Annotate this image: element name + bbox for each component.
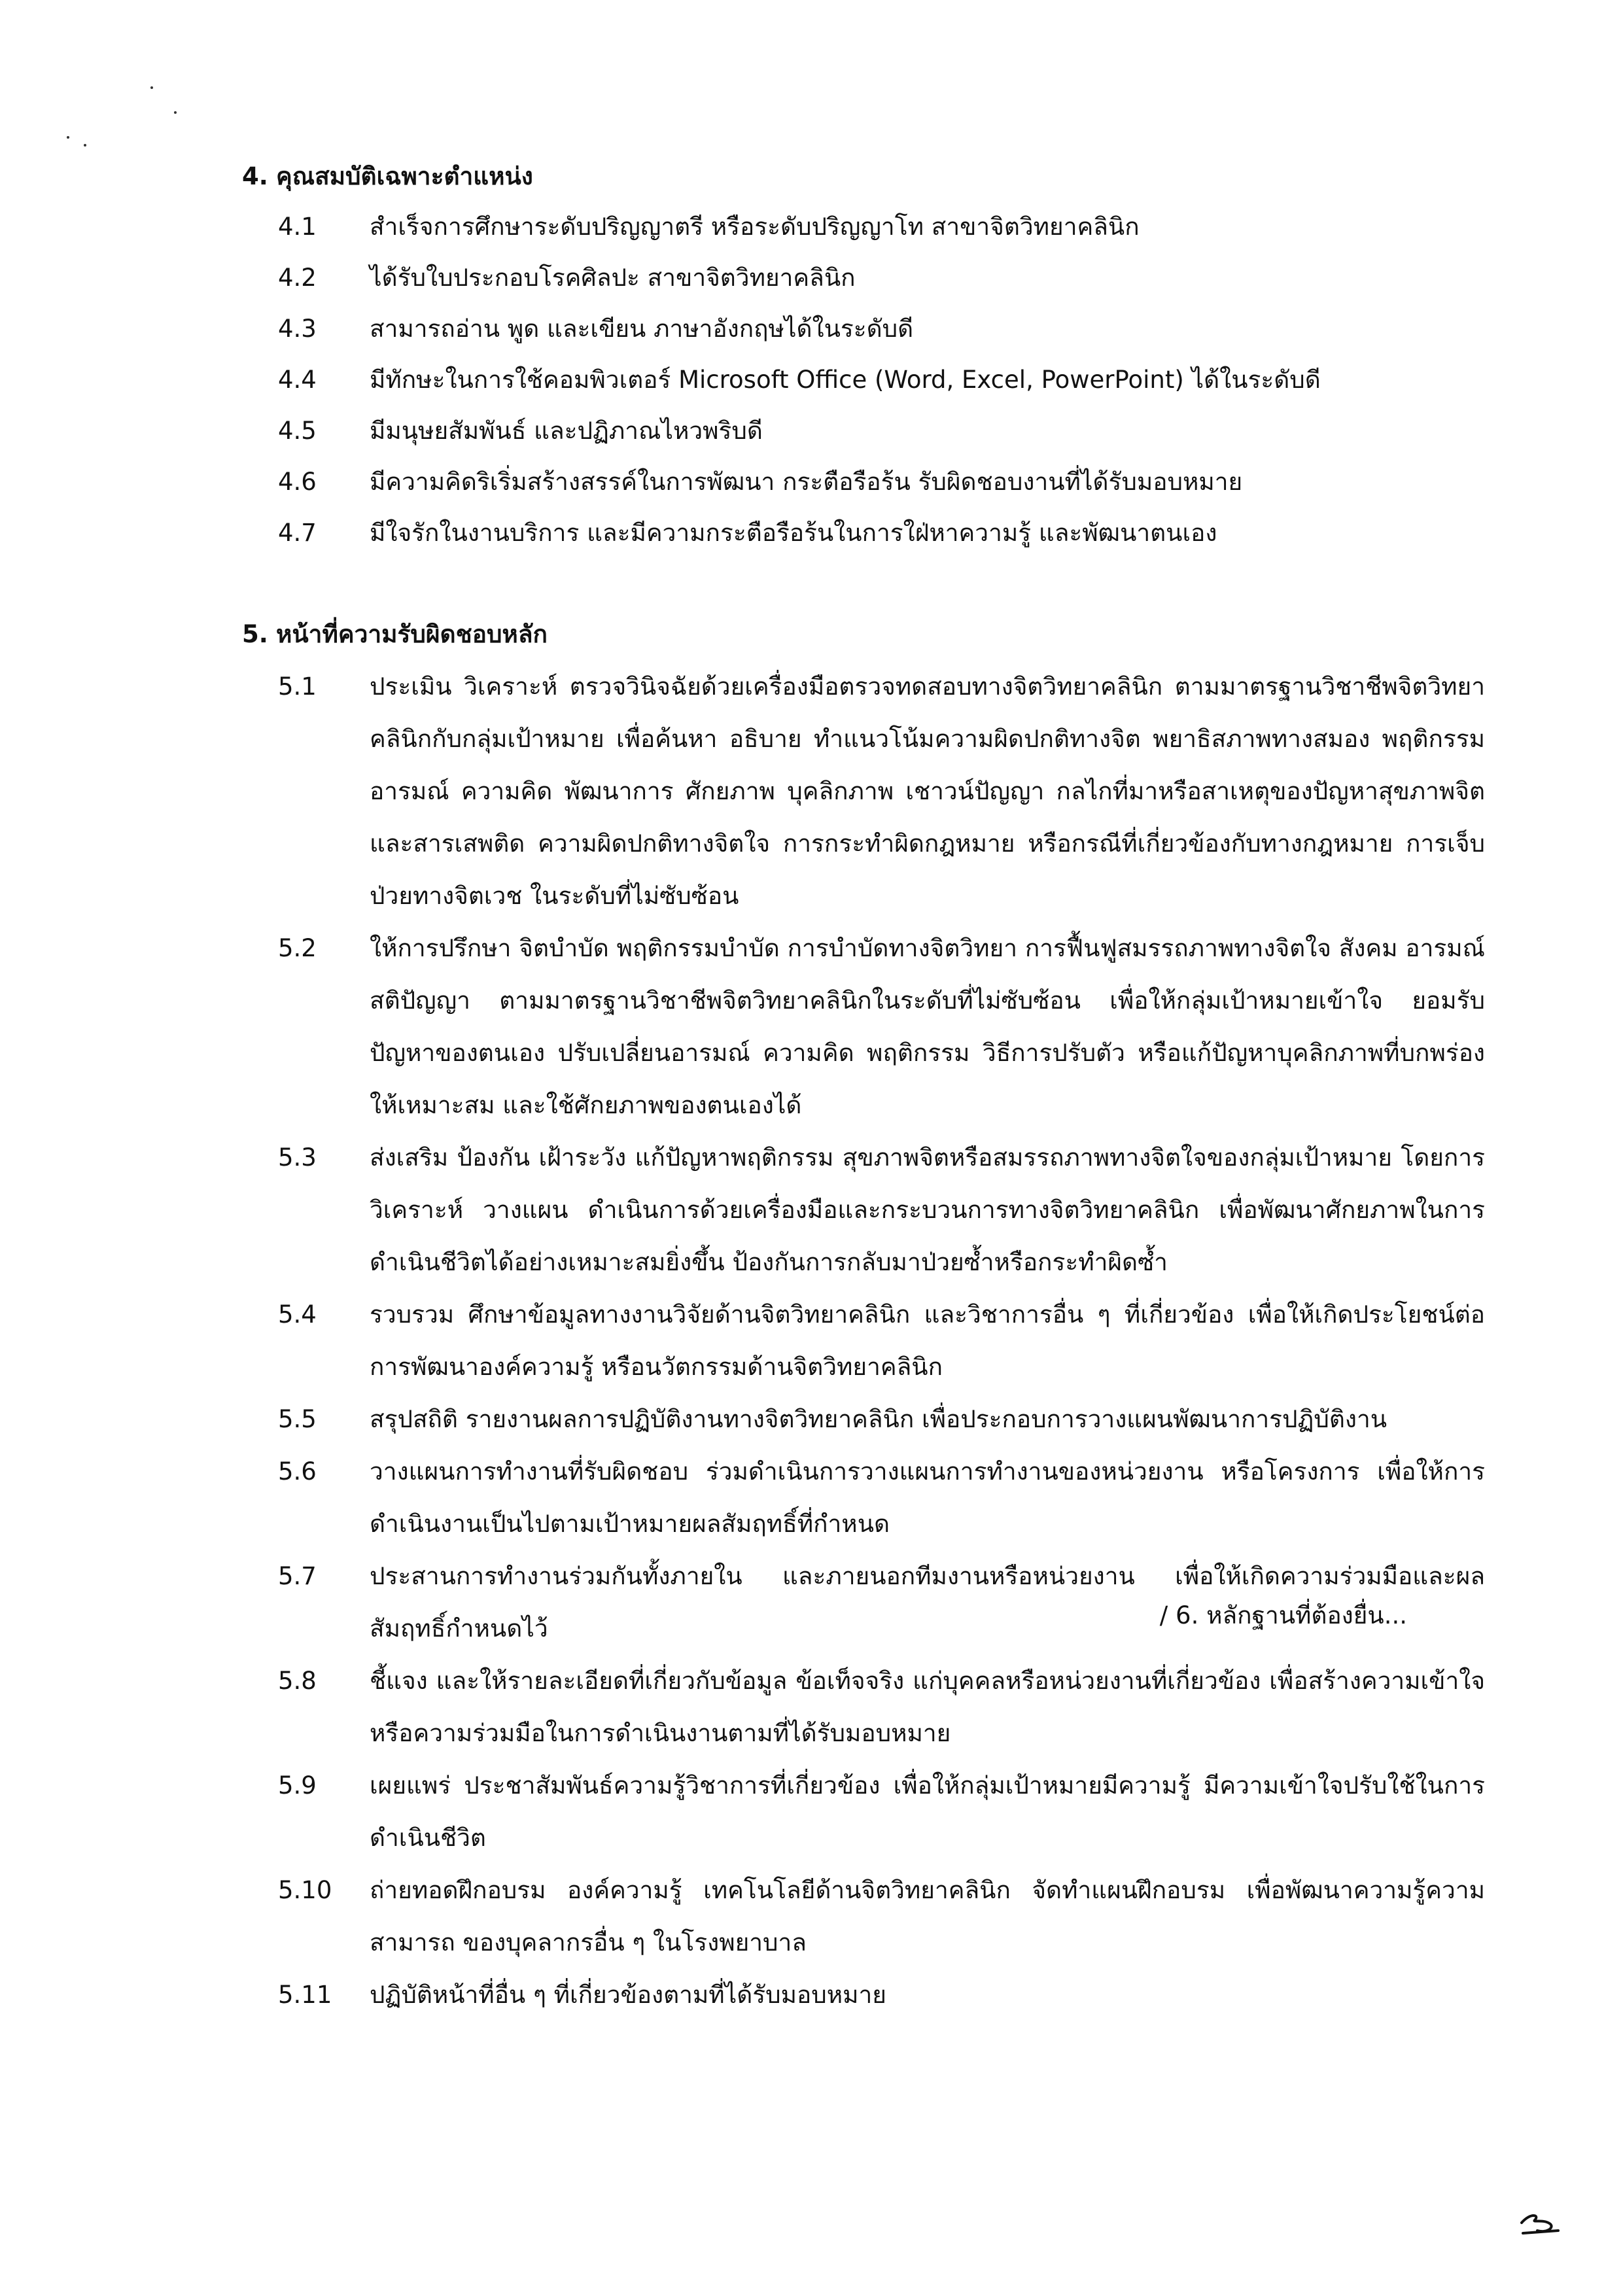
list-item: [278, 201, 1485, 252]
item-number: 4.2: [278, 264, 317, 292]
item-text: ให้การปรึกษา จิตบำบัด พฤติกรรมบำบัด การบำบัดทางจิตวิทยา การฟื้นฟูสมรรถภาพทางจิตใจ สังคม อารมณ์ สติปัญญา ตามมาตรฐานวิชาชีพจิตวิทยาคลินิกในระดับที่ไม่ซับซ้อน เพื่อให้กลุ่มเป้าหมายเข้าใจ ยอมรับปัญหาของตนเอง ปรับเปลี่ยนอารมณ์ ความคิด พฤติกรรม วิธีการปรับตัว หรือแก้ปัญหาบุคลิกภาพที่บกพร่องให้เหมาะสม และใช้ศักยภาพของตนเองได้: [370, 934, 1485, 1119]
list-item: [278, 1864, 1485, 1969]
item-number: 4.1: [278, 213, 317, 241]
item-text: มีทักษะในการใช้คอมพิวเตอร์ Microsoft Office (Word, Excel, PowerPoint) ได้ในระดับดี: [370, 366, 1321, 394]
item-number: 5.1: [278, 672, 317, 701]
list-item: [278, 1393, 1485, 1446]
item-text: ถ่ายทอดฝึกอบรม องค์ความรู้ เทคโนโลยีด้านจิตวิทยาคลินิก จัดทำแผนฝึกอบรม เพื่อพัฒนาความรู้ความสามารถ ของบุคลากรอื่น ๆ ในโรงพยาบาล: [370, 1876, 1485, 1957]
item-number: 5.2: [278, 934, 317, 962]
item-text: มีมนุษยสัมพันธ์ และปฏิภาณไหวพริบดี: [370, 417, 763, 445]
section-responsibilities: [242, 615, 1485, 2021]
list-item: [278, 661, 1485, 922]
list-item: [278, 508, 1485, 559]
list-item: [278, 1446, 1485, 1550]
item-number: 5.6: [278, 1457, 317, 1486]
item-number: 4.7: [278, 519, 317, 547]
item-number: 4.3: [278, 315, 317, 343]
item-number: 5.7: [278, 1562, 317, 1590]
list-item: [278, 1132, 1485, 1289]
item-number: 5.11: [278, 1981, 332, 2009]
list-item: [278, 355, 1485, 406]
item-text: ประสานการทำงานร่วมกันทั้งภายใน และภายนอกทีมงานหรือหน่วยงาน เพื่อให้เกิดความร่วมมือและผลสัมฤทธิ์กำหนดไว้: [370, 1562, 1485, 1643]
list-item: [278, 922, 1485, 1132]
item-text: สรุปสถิติ รายงานผลการปฏิบัติงานทางจิตวิทยาคลินิก เพื่อประกอบการวางแผนพัฒนาการปฏิบัติงาน: [370, 1405, 1387, 1433]
item-number: 5.10: [278, 1876, 332, 1904]
section-number: 5.: [242, 620, 268, 648]
item-number: 5.4: [278, 1300, 317, 1329]
item-text: สำเร็จการศึกษาระดับปริญญาตรี หรือระดับปริญญาโท สาขาจิตวิทยาคลินิก: [370, 213, 1140, 241]
list-item: [278, 1969, 1485, 2021]
item-text: รวบรวม ศึกษาข้อมูลทางงานวิจัยด้านจิตวิทยาคลินิก และวิชาการอื่น ๆ ที่เกี่ยวข้อง เพื่อให้เกิดประโยชน์ต่อการพัฒนาองค์ความรู้ หรือนวัตกรรมด้านจิตวิทยาคลินิก: [370, 1300, 1485, 1381]
item-number: 5.3: [278, 1143, 317, 1172]
list-item: [278, 1289, 1485, 1393]
item-text: ประเมิน วิเคราะห์ ตรวจวินิจฉัยด้วยเครื่องมือตรวจทดสอบทางจิตวิทยาคลินิก ตามมาตรฐานวิชาชีพจิตวิทยาคลินิกกับกลุ่มเป้าหมาย เพื่อค้นหา อธิบาย ทำแนวโน้มความผิดปกติทางจิต พยาธิสภาพทางสมอง พฤติกรรม อารมณ์ ความคิด พัฒนาการ ศักยภาพ บุคลิกภาพ เชาวน์ปัญญา กลไกที่มาหรือสาเหตุของปัญหาสุขภาพจิต และสารเสพติด ความผิดปกติทางจิตใจ การกระทำผิดกฎหมาย หรือกรณีที่เกี่ยวข้องกับทางกฎหมาย การเจ็บป่วยทางจิตเวช ในระดับที่ไม่ซับซ้อน: [370, 672, 1485, 910]
list-item: [278, 406, 1485, 457]
item-number: 5.5: [278, 1405, 317, 1433]
list-item: [278, 457, 1485, 508]
list-item: [278, 304, 1485, 355]
item-number: 5.9: [278, 1771, 317, 1800]
item-text: ชี้แจง และให้รายละเอียดที่เกี่ยวกับข้อมูล ข้อเท็จจริง แก่บุคคลหรือหน่วยงานที่เกี่ยวข้อง เพื่อสร้างความเข้าใจหรือความร่วมมือในการดำเนินงานตามที่ได้รับมอบหมาย: [370, 1667, 1485, 1747]
section-heading: [242, 157, 1485, 196]
item-text: มีใจรักในงานบริการ และมีความกระตือรือร้นในการใฝ่หาความรู้ และพัฒนาตนเอง: [370, 519, 1217, 547]
list-item: [278, 1655, 1485, 1760]
section-number: 4.: [242, 162, 268, 190]
item-text: เผยแพร่ ประชาสัมพันธ์ความรู้วิชาการที่เกี่ยวข้อง เพื่อให้กลุ่มเป้าหมายมีความรู้ มีความเข้าใจปรับใช้ในการดำเนินชีวิต: [370, 1771, 1485, 1852]
handwritten-initial-icon: [1518, 2211, 1563, 2240]
section-heading: [242, 615, 1485, 654]
section-title: หน้าที่ความรับผิดชอบหลัก: [276, 620, 548, 648]
section-qualifications: [242, 157, 1485, 559]
item-text: ส่งเสริม ป้องกัน เฝ้าระวัง แก้ปัญหาพฤติกรรม สุขภาพจิตหรือสมรรถภาพทางจิตใจของกลุ่มเป้าหมาย โดยการวิเคราะห์ วางแผน ดำเนินการด้วยเครื่องมือและกระบวนการทางจิตวิทยาคลินิก เพื่อพัฒนาศักยภาพในการดำเนินชีวิตได้อย่างเหมาะสมยิ่งขึ้น ป้องกันการกลับมาป่วยซ้ำหรือกระทำผิดซ้ำ: [370, 1143, 1485, 1276]
item-text: ได้รับใบประกอบโรคศิลปะ สาขาจิตวิทยาคลินิก: [370, 264, 856, 292]
list-item: [278, 252, 1485, 304]
continuation-note: / 6. หลักฐานที่ต้องยื่น...: [1159, 1601, 1407, 1629]
item-text: ปฏิบัติหน้าที่อื่น ๆ ที่เกี่ยวข้องตามที่ได้รับมอบหมาย: [370, 1981, 886, 2009]
item-number: 5.8: [278, 1667, 317, 1695]
item-text: วางแผนการทำงานที่รับผิดชอบ ร่วมดำเนินการวางแผนการทำงานของหน่วยงาน หรือโครงการ เพื่อให้การดำเนินงานเป็นไปตามเป้าหมายผลสัมฤทธิ์ที่กำหนด: [370, 1457, 1485, 1538]
item-number: 4.4: [278, 366, 317, 394]
item-text: มีความคิดริเริ่มสร้างสรรค์ในการพัฒนา กระตือรือร้น รับผิดชอบงานที่ได้รับมอบหมาย: [370, 468, 1243, 496]
item-number: 4.6: [278, 468, 317, 496]
item-text: สามารถอ่าน พูด และเขียน ภาษาอังกฤษได้ในระดับดี: [370, 315, 914, 343]
list-item: [278, 1760, 1485, 1864]
item-number: 4.5: [278, 417, 317, 445]
section-title: คุณสมบัติเฉพาะตำแหน่ง: [276, 162, 533, 190]
